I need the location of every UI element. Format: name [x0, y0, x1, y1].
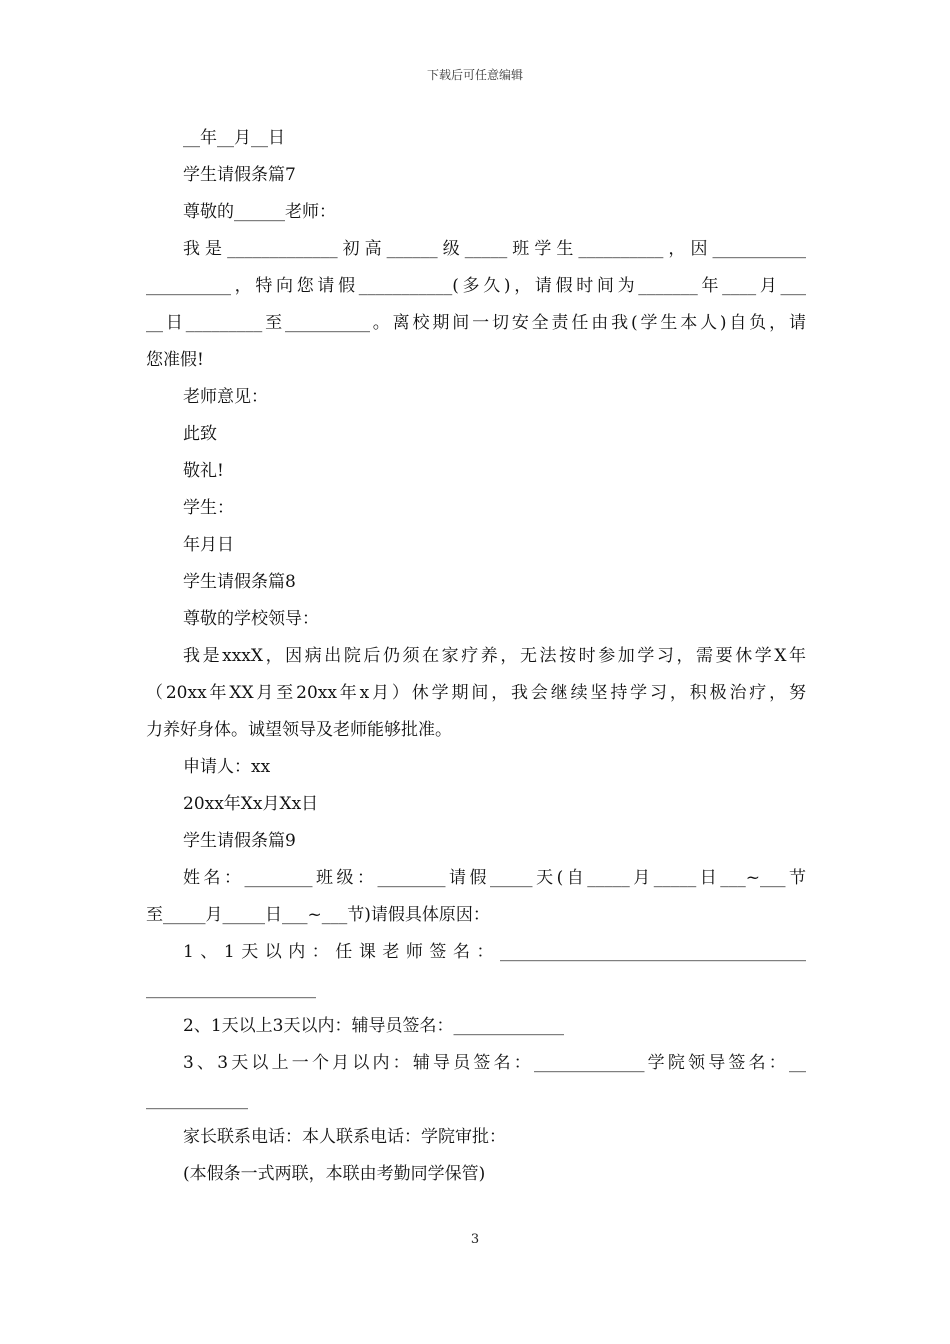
document-body: [146, 120, 806, 1193]
applicant: 申请人：xx: [183, 757, 271, 777]
paragraph-8-line-3: 力养好身体。诚望领导及老师能够批准。: [146, 720, 452, 740]
paragraph-8-line-2: （20xx年XX月至20xx年x月）休学期间，我会继续坚持学习，积极治疗，努: [146, 683, 806, 703]
rule-1: 1、1天以内：任课老师签名：____________________________________: [183, 942, 806, 962]
rule-3: 3、3天以上一个月以内：辅导员签名：_____________学院领导签名：__: [183, 1053, 806, 1073]
closing-1: 此致: [183, 424, 217, 444]
page-header: 下载后可任意编辑: [426, 68, 523, 82]
paragraph-7-line-2: __________，特向您请假___________(多久)，请假时间为_______年____月___: [146, 276, 806, 296]
closing-2: 敬礼!: [183, 461, 224, 481]
paragraph-7-line-3: __日_________至__________。离校期间一切安全责任由我(学生本人)自负，请: [146, 313, 806, 333]
contact-line: 家长联系电话：本人联系电话：学院审批：: [183, 1127, 506, 1147]
rule-1-continued: ____________________: [146, 979, 316, 999]
form-9-line-2: 至_____月_____日___~___节)请假具体原因：: [146, 905, 490, 925]
salutation-7: 尊敬的______老师：: [183, 202, 336, 222]
date-line: __年__月__日: [183, 128, 285, 148]
salutation-8: 尊敬的学校领导：: [183, 609, 319, 629]
signature-date: 年月日: [183, 535, 234, 555]
rule-3-continued: ____________: [146, 1090, 248, 1110]
section-title-8: 学生请假条篇8: [183, 572, 296, 592]
paragraph-8-line-1: 我是xxxX，因病出院后仍须在家疗养，无法按时参加学习，需要休学X年: [183, 646, 806, 666]
page-number: 3: [470, 1232, 480, 1247]
paragraph-7-line-1: 我是_____________初高______级_____班学生__________，因___________: [183, 239, 806, 259]
section-title-7: 学生请假条篇7: [183, 165, 296, 185]
application-date: 20xx年Xx月Xx日: [183, 794, 319, 814]
note-line: (本假条一式两联，本联由考勤同学保管): [183, 1164, 486, 1184]
rule-2: 2、1天以上3天以内：辅导员签名：_____________: [183, 1016, 564, 1036]
teacher-opinion: 老师意见：: [183, 387, 268, 407]
paragraph-7-line-4: 您准假!: [146, 350, 204, 370]
form-9-line-1: 姓名：________班级：________请假_____天(自_____月_____日___~___节: [183, 868, 806, 888]
section-title-9: 学生请假条篇9: [183, 831, 296, 851]
student-signature: 学生：: [183, 498, 234, 518]
